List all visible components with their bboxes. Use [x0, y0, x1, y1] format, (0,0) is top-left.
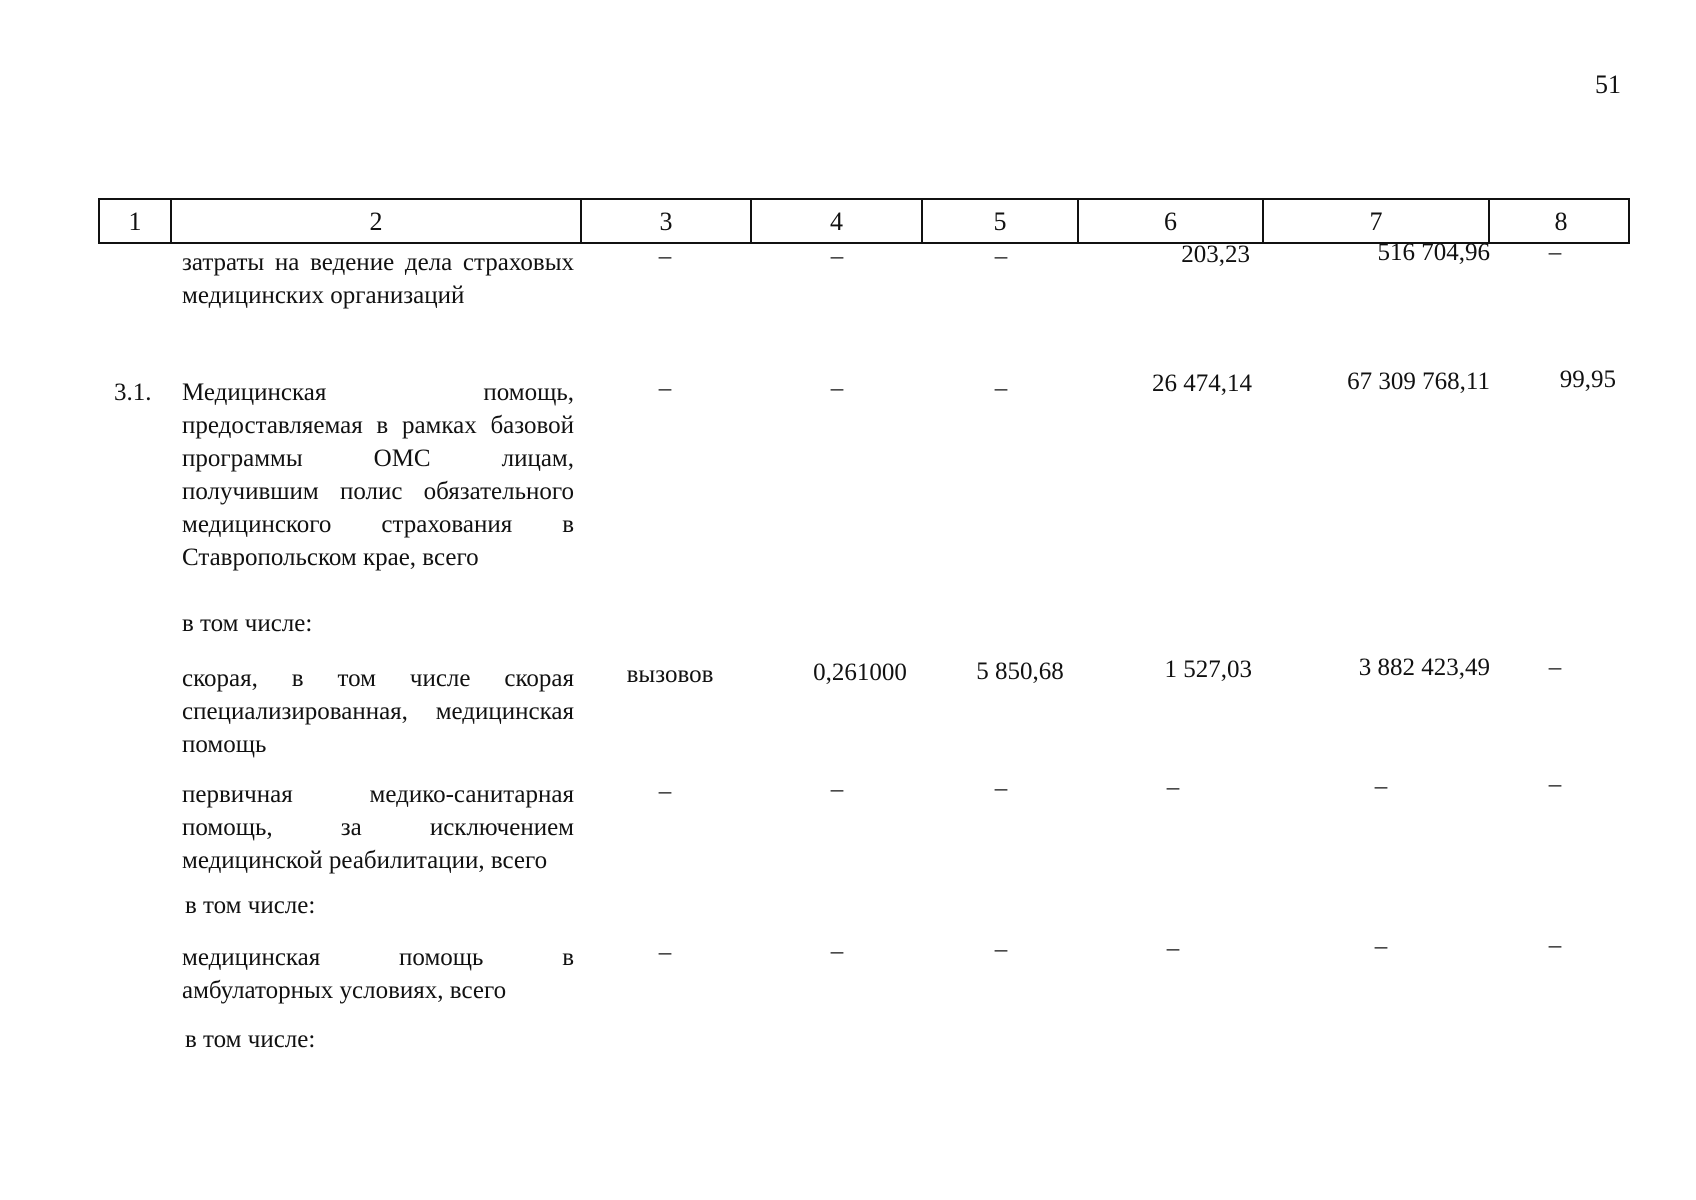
cell-col-8: –: [1548, 239, 1562, 266]
cell-col-3: –: [658, 778, 672, 805]
header-col-4: 4: [750, 200, 921, 242]
cell-col-7: –: [1374, 933, 1388, 960]
cell-col-3: –: [658, 939, 672, 966]
cell-col-3: вызовов: [626, 661, 714, 688]
header-col-7: 7: [1262, 200, 1488, 242]
cell-col-5: –: [994, 375, 1008, 402]
cell-col-3: –: [658, 243, 672, 270]
page-number: 51: [1595, 70, 1621, 99]
subheading-including: в том числе:: [185, 892, 316, 919]
subheading-including: в том числе:: [185, 1026, 316, 1053]
cell-col-6: –: [1166, 935, 1180, 962]
row-description: Медицинская помощь, предоставляемая в рамках базовой программы ОМС лицам, получившим полис обязательного медицинского страхования в Ставропольском крае, всего: [182, 379, 574, 571]
subheading-including: в том числе:: [182, 610, 313, 637]
cell-col-5: –: [994, 243, 1008, 270]
header-col-5: 5: [921, 200, 1077, 242]
cell-col-5: –: [994, 936, 1008, 963]
cell-col-5: –: [994, 775, 1008, 802]
cell-col-5: 5 850,68: [976, 658, 1064, 685]
cell-col-7: 67 309 768,11: [1347, 368, 1490, 395]
cell-col-6: –: [1166, 774, 1180, 801]
cell-col-7: 3 882 423,49: [1358, 654, 1490, 681]
cell-col-4: –: [830, 776, 844, 803]
row-description: затраты на ведение дела страховых медицинских организаций: [182, 249, 574, 309]
cell-col-4: 0,261000: [813, 659, 907, 686]
cell-col-7: 516 704,96: [1377, 239, 1490, 266]
cell-col-4: –: [830, 375, 844, 402]
header-col-8: 8: [1488, 200, 1632, 242]
header-col-3: 3: [580, 200, 750, 242]
cell-col-8: –: [1548, 654, 1562, 681]
cell-col-3: –: [658, 375, 672, 402]
cell-col-6: 26 474,14: [1152, 370, 1252, 397]
cell-col-4: –: [830, 938, 844, 965]
header-col-1: 1: [128, 207, 142, 236]
row-number: 3.1.: [114, 379, 152, 406]
header-col-2: 2: [170, 200, 580, 242]
cell-col-8: –: [1548, 771, 1562, 798]
row-description: медицинская помощь в амбулаторных условиях, всего: [182, 944, 574, 1004]
row-description: первичная медико-санитарная помощь, за исключением медицинской реабилитации, всего: [182, 781, 574, 874]
cell-col-4: –: [830, 243, 844, 270]
row-description: скорая, в том числе скорая специализированная, медицинская помощь: [182, 665, 574, 758]
cell-col-7: –: [1374, 773, 1388, 800]
cell-col-8: 99,95: [1559, 366, 1616, 393]
header-col-6: 6: [1077, 200, 1262, 242]
cell-col-8: –: [1548, 932, 1562, 959]
cell-col-6: 1 527,03: [1164, 656, 1252, 683]
cell-col-6: 203,23: [1181, 241, 1250, 268]
